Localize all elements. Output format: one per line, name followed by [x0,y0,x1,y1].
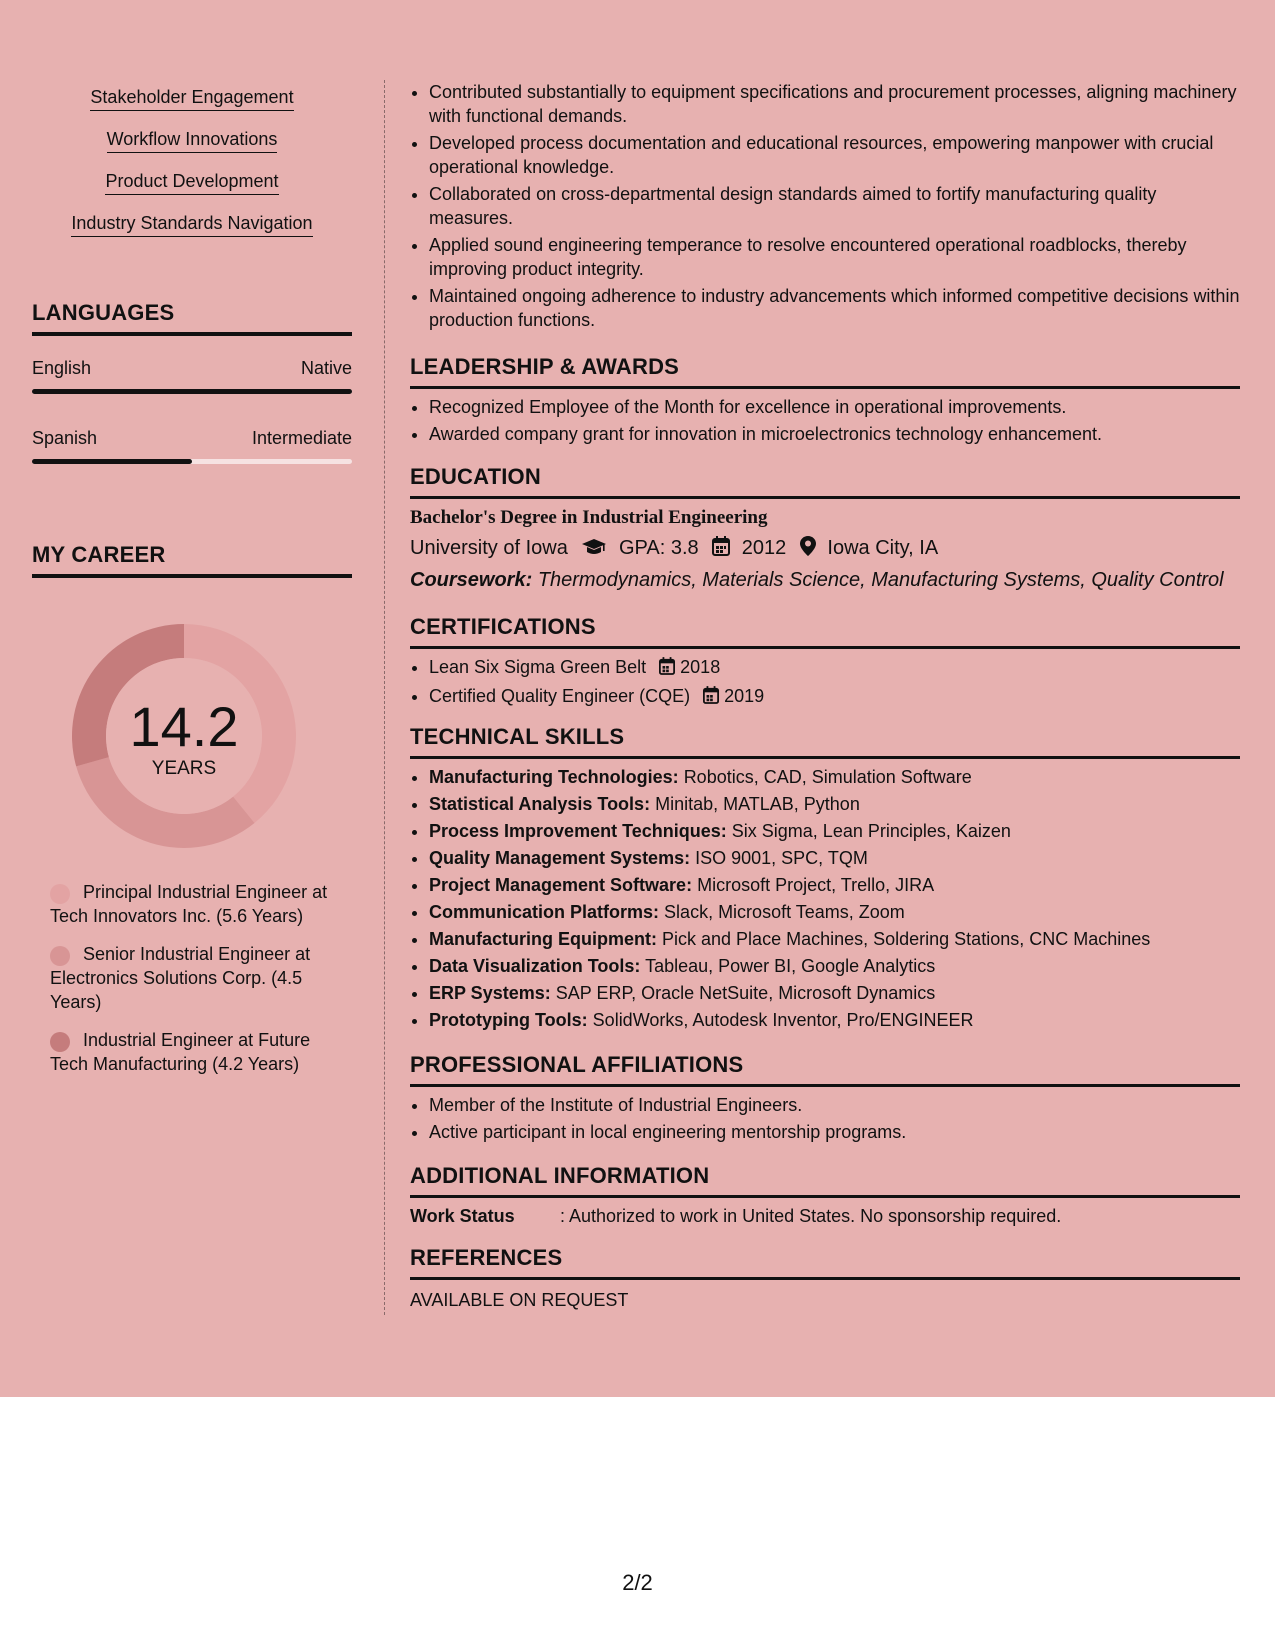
location-pin-icon [800,535,816,565]
certification-item [429,684,1240,710]
certification-item [429,655,1240,681]
certification-year: 2019 [724,686,765,706]
education-location: Iowa City, IA [827,537,939,559]
affiliations-heading: PROFESSIONAL AFFILIATIONS [410,1052,1240,1087]
skill-label: Process Improvement Techniques: [429,821,727,841]
column-divider [384,80,385,1315]
skill-item [429,819,1240,843]
skill-label: Quality Management Systems: [429,848,691,868]
certification-year: 2018 [680,657,721,677]
work-status-label: Work Status [410,1206,515,1226]
education-heading: EDUCATION [410,464,1240,499]
references-heading: REFERENCES [410,1245,1240,1280]
strength-item: Workflow Innovations [107,128,278,153]
skill-value: Microsoft Project, Trello, JIRA [697,875,935,895]
career-donut-chart [64,616,304,856]
strengths-list [32,86,352,254]
leadership-list [410,395,1240,449]
additional-info-heading: ADDITIONAL INFORMATION [410,1163,1240,1198]
skill-value: Slack, Microsoft Teams, Zoom [664,902,905,922]
skill-item [429,900,1240,924]
career-heading: MY CAREER [32,542,352,578]
language-name: English [32,358,92,378]
language-level: Native [300,358,352,378]
work-status-row [410,1204,1240,1228]
education-details [410,533,1240,565]
experience-bullets [410,80,1240,335]
career-legend-item [50,942,340,1014]
experience-bullet: • Developed process documentation and educational resources, empowering manpower with crucial operational knowledge. [429,131,1240,179]
skill-value: Six Sigma, Lean Principles, Kaizen [731,821,1011,841]
career-legend [50,880,340,1090]
calendar-icon [712,535,730,565]
work-status-value: : Authorized to work in United States. No sponsorship required. [560,1206,1062,1226]
experience-bullet: • Collaborated on cross-departmental design standards aimed to fortify manufacturing quality measures. [429,182,1240,230]
career-role-label: Industrial Engineer at Future Tech Manufacturing (4.2 Years) [50,1030,311,1074]
skill-label: Communication Platforms: [429,902,660,922]
career-role-label: Principal Industrial Engineer at Tech Innovators Inc. (5.6 Years) [50,882,328,926]
skill-value: ISO 9001, SPC, TQM [695,848,868,868]
skill-value: SolidWorks, Autodesk Inventor, Pro/ENGINEER [592,1010,974,1030]
skill-label: Manufacturing Equipment: [429,929,657,949]
certifications-heading: CERTIFICATIONS [410,614,1240,649]
legend-dot [50,946,70,966]
strength-item: Product Development [105,170,278,195]
education-block [410,503,1240,595]
legend-dot [50,884,70,904]
skill-value: Tableau, Power BI, Google Analytics [645,956,936,976]
references-text: AVAILABLE ON REQUEST [410,1290,629,1310]
gpa: GPA: 3.8 [618,537,699,559]
affiliation-item: • Active participant in local engineering mentorship programs. [429,1120,1240,1144]
skill-item [429,765,1240,789]
career-legend-item [50,880,340,928]
school: University of Iowa [410,537,568,559]
degree: Bachelor's Degree in Industrial Engineering [410,507,768,528]
strength-item: Industry Standards Navigation [71,212,312,237]
skills-heading: TECHNICAL SKILLS [410,724,1240,759]
skill-item [429,873,1240,897]
graduation-cap-icon [581,535,607,565]
skill-item [429,927,1240,951]
experience-bullet: • Applied sound engineering temperance to resolve encountered operational roadblocks, thereby improving product integrity. [429,233,1240,281]
career-role-label: Senior Industrial Engineer at Electronics Solutions Corp. (4.5 Years) [50,944,311,1012]
leadership-item: • Awarded company grant for innovation in microelectronics technology enhancement. [429,422,1240,446]
certification-name: Lean Six Sigma Green Belt [429,657,647,677]
affiliations-list [410,1093,1240,1147]
affiliation-item: • Member of the Institute of Industrial Engineers. [429,1093,1240,1117]
skill-label: Prototyping Tools: [429,1010,588,1030]
skill-value: Minitab, MATLAB, Python [655,794,860,814]
legend-dot [50,1032,70,1052]
language-row-spanish [32,428,352,449]
skill-item [429,846,1240,870]
total-years-value: 14.2 [129,695,239,758]
skill-label: ERP Systems: [429,983,551,1003]
total-years-label: YEARS [151,758,217,779]
language-row-english [32,358,352,379]
coursework [410,565,1240,595]
skills-list [410,765,1240,1035]
skill-label: Project Management Software: [429,875,693,895]
certifications-list [410,655,1240,713]
career-legend-item [50,1028,340,1076]
languages-heading: LANGUAGES [32,300,352,336]
language-bar-spanish [32,459,352,464]
coursework-label: Coursework: [410,569,533,591]
strength-item: Stakeholder Engagement [90,86,293,111]
skill-value: Pick and Place Machines, Soldering Stations, CNC Machines [662,929,1151,949]
experience-bullet: • Maintained ongoing adherence to industry advancements which informed competitive decisions within production functions. [429,284,1240,332]
graduation-year: 2012 [741,537,787,559]
skill-value: SAP ERP, Oracle NetSuite, Microsoft Dynamics [555,983,936,1003]
calendar-icon [659,657,675,681]
language-bar-english [32,389,352,394]
leadership-heading: LEADERSHIP & AWARDS [410,354,1240,389]
experience-bullet: • Contributed substantially to equipment specifications and procurement processes, aligning machinery with functional demands. [429,80,1240,128]
calendar-icon [703,686,719,710]
page-number: 2/2 [622,1570,653,1595]
skill-item [429,1008,1240,1032]
skill-label: Data Visualization Tools: [429,956,641,976]
leadership-item: • Recognized Employee of the Month for excellence in operational improvements. [429,395,1240,419]
skill-item [429,954,1240,978]
skill-item [429,792,1240,816]
skill-label: Statistical Analysis Tools: [429,794,651,814]
language-name: Spanish [32,428,98,448]
skill-item [429,981,1240,1005]
skill-label: Manufacturing Technologies: [429,767,679,787]
language-bar-fill [32,459,192,464]
language-bar-fill [32,389,352,394]
skill-value: Robotics, CAD, Simulation Software [683,767,972,787]
certification-name: Certified Quality Engineer (CQE) [429,686,691,706]
coursework-list: Thermodynamics, Materials Science, Manufacturing Systems, Quality Control [537,569,1224,591]
language-level: Intermediate [251,428,352,448]
